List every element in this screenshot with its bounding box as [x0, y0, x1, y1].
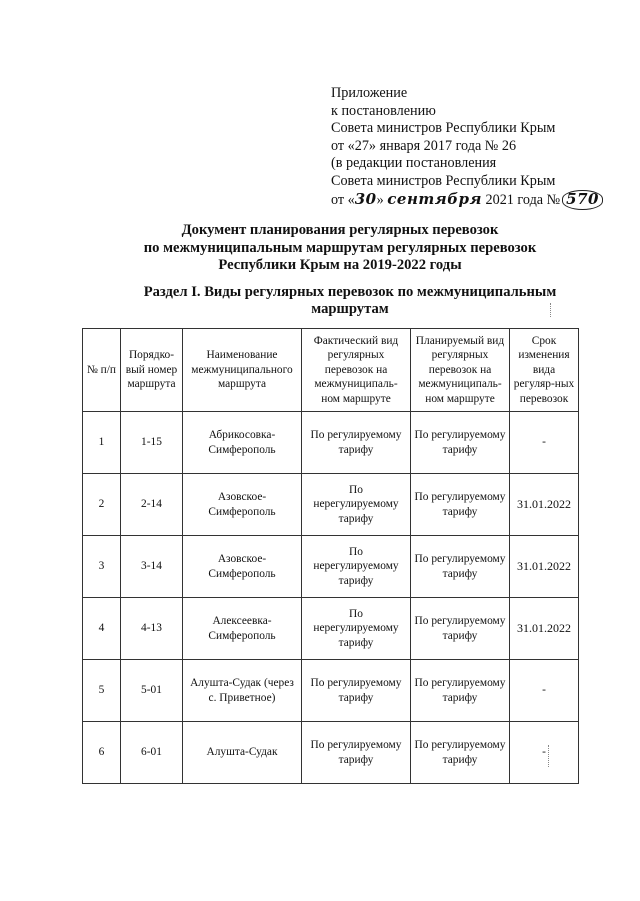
- appendix-line: Совета министров Республики Крым: [331, 172, 556, 189]
- appendix-block: [331, 85, 603, 210]
- appendix-line: от «27» января 2017 года № 26: [331, 137, 517, 154]
- cell-change-date: -: [510, 660, 579, 722]
- cell-route-number: 5-01: [121, 660, 183, 722]
- table-row: [83, 474, 579, 536]
- header-route-name: Наименование межмуниципального маршрута: [183, 329, 302, 412]
- header-planned-type: Планируемый вид регулярных перевозок на межмуниципаль-ном маршруте: [411, 329, 510, 412]
- appendix-line: Приложение: [331, 85, 408, 101]
- scan-artifact-mark: [548, 745, 549, 767]
- document-title: [80, 222, 600, 275]
- cell-planned-type: По регулируемому тарифу: [411, 598, 510, 660]
- scan-artifact-mark: [550, 303, 551, 317]
- cell-change-date: -: [510, 412, 579, 474]
- cell-planned-type: По регулируемому тарифу: [411, 660, 510, 722]
- header-route-number: Порядко-вый номер маршрута: [121, 329, 183, 412]
- cell-actual-type: По регулируемому тарифу: [302, 412, 411, 474]
- header-number: № п/п: [83, 329, 121, 412]
- cell-change-date: -: [510, 722, 579, 784]
- date-year-text: 2021 года №: [485, 192, 561, 208]
- cell-planned-type: По регулируемому тарифу: [411, 412, 510, 474]
- cell-route-name: Азовское-Симферополь: [183, 474, 302, 536]
- appendix-line: Совета министров Республики Крым: [331, 120, 556, 136]
- appendix-line: (в редакции постановления: [331, 155, 497, 171]
- cell-actual-type: По нерегулируемому тарифу: [302, 536, 411, 598]
- table-row: [83, 598, 579, 660]
- handwritten-month: сентября: [387, 190, 482, 208]
- cell-route-name: Абрикосовка-Симферополь: [183, 412, 302, 474]
- title-line: Республики Крым на 2019-2022 годы: [218, 257, 462, 273]
- cell-number: 4: [83, 598, 121, 660]
- cell-planned-type: По регулируемому тарифу: [411, 474, 510, 536]
- cell-change-date: 31.01.2022: [510, 474, 579, 536]
- title-line: по межмуниципальным маршрутам регулярных перевозок: [143, 239, 537, 256]
- cell-route-name: Азовское-Симферополь: [183, 536, 302, 598]
- header-actual-type: Фактический вид регулярных перевозок на межмуниципаль-ном маршруте: [302, 329, 411, 412]
- table-row: [83, 536, 579, 598]
- cell-route-number: 3-14: [121, 536, 183, 598]
- handwritten-number: 570: [562, 190, 603, 210]
- cell-actual-type: По регулируемому тарифу: [302, 722, 411, 784]
- cell-actual-type: По нерегулируемому тарифу: [302, 598, 411, 660]
- cell-route-name: Алушта-Судак: [183, 722, 302, 784]
- routes-table: [82, 328, 579, 784]
- table-row: [83, 660, 579, 722]
- cell-route-number: 6-01: [121, 722, 183, 784]
- table-header-row: [83, 329, 579, 412]
- date-prefix: от «: [331, 192, 355, 208]
- cell-number: 2: [83, 474, 121, 536]
- cell-number: 6: [83, 722, 121, 784]
- cell-number: 1: [83, 412, 121, 474]
- table-row: [83, 412, 579, 474]
- cell-route-name: Алексеевка-Симферополь: [183, 598, 302, 660]
- appendix-line: к постановлению: [331, 102, 436, 119]
- table-row: [83, 722, 579, 784]
- cell-number: 5: [83, 660, 121, 722]
- cell-actual-type: По регулируемому тарифу: [302, 660, 411, 722]
- cell-route-number: 2-14: [121, 474, 183, 536]
- appendix-date-line: от «30» сентября 2021 года № 570: [331, 190, 603, 210]
- cell-route-number: 4-13: [121, 598, 183, 660]
- cell-route-name: Алушта-Судак (через с. Приветное): [183, 660, 302, 722]
- cell-route-number: 1-15: [121, 412, 183, 474]
- section-title: Раздел I. Виды регулярных перевозок по межмуниципальным маршрутам: [143, 284, 557, 317]
- cell-number: 3: [83, 536, 121, 598]
- cell-change-date: 31.01.2022: [510, 536, 579, 598]
- handwritten-day: 30: [354, 190, 377, 208]
- cell-planned-type: По регулируемому тарифу: [411, 722, 510, 784]
- cell-planned-type: По регулируемому тарифу: [411, 536, 510, 598]
- cell-actual-type: По нерегулируемому тарифу: [302, 474, 411, 536]
- header-change-date: Срок изменения вида регуляр-ных перевозок: [510, 329, 579, 412]
- cell-change-date: 31.01.2022: [510, 598, 579, 660]
- title-line: Документ планирования регулярных перевозок: [181, 222, 499, 238]
